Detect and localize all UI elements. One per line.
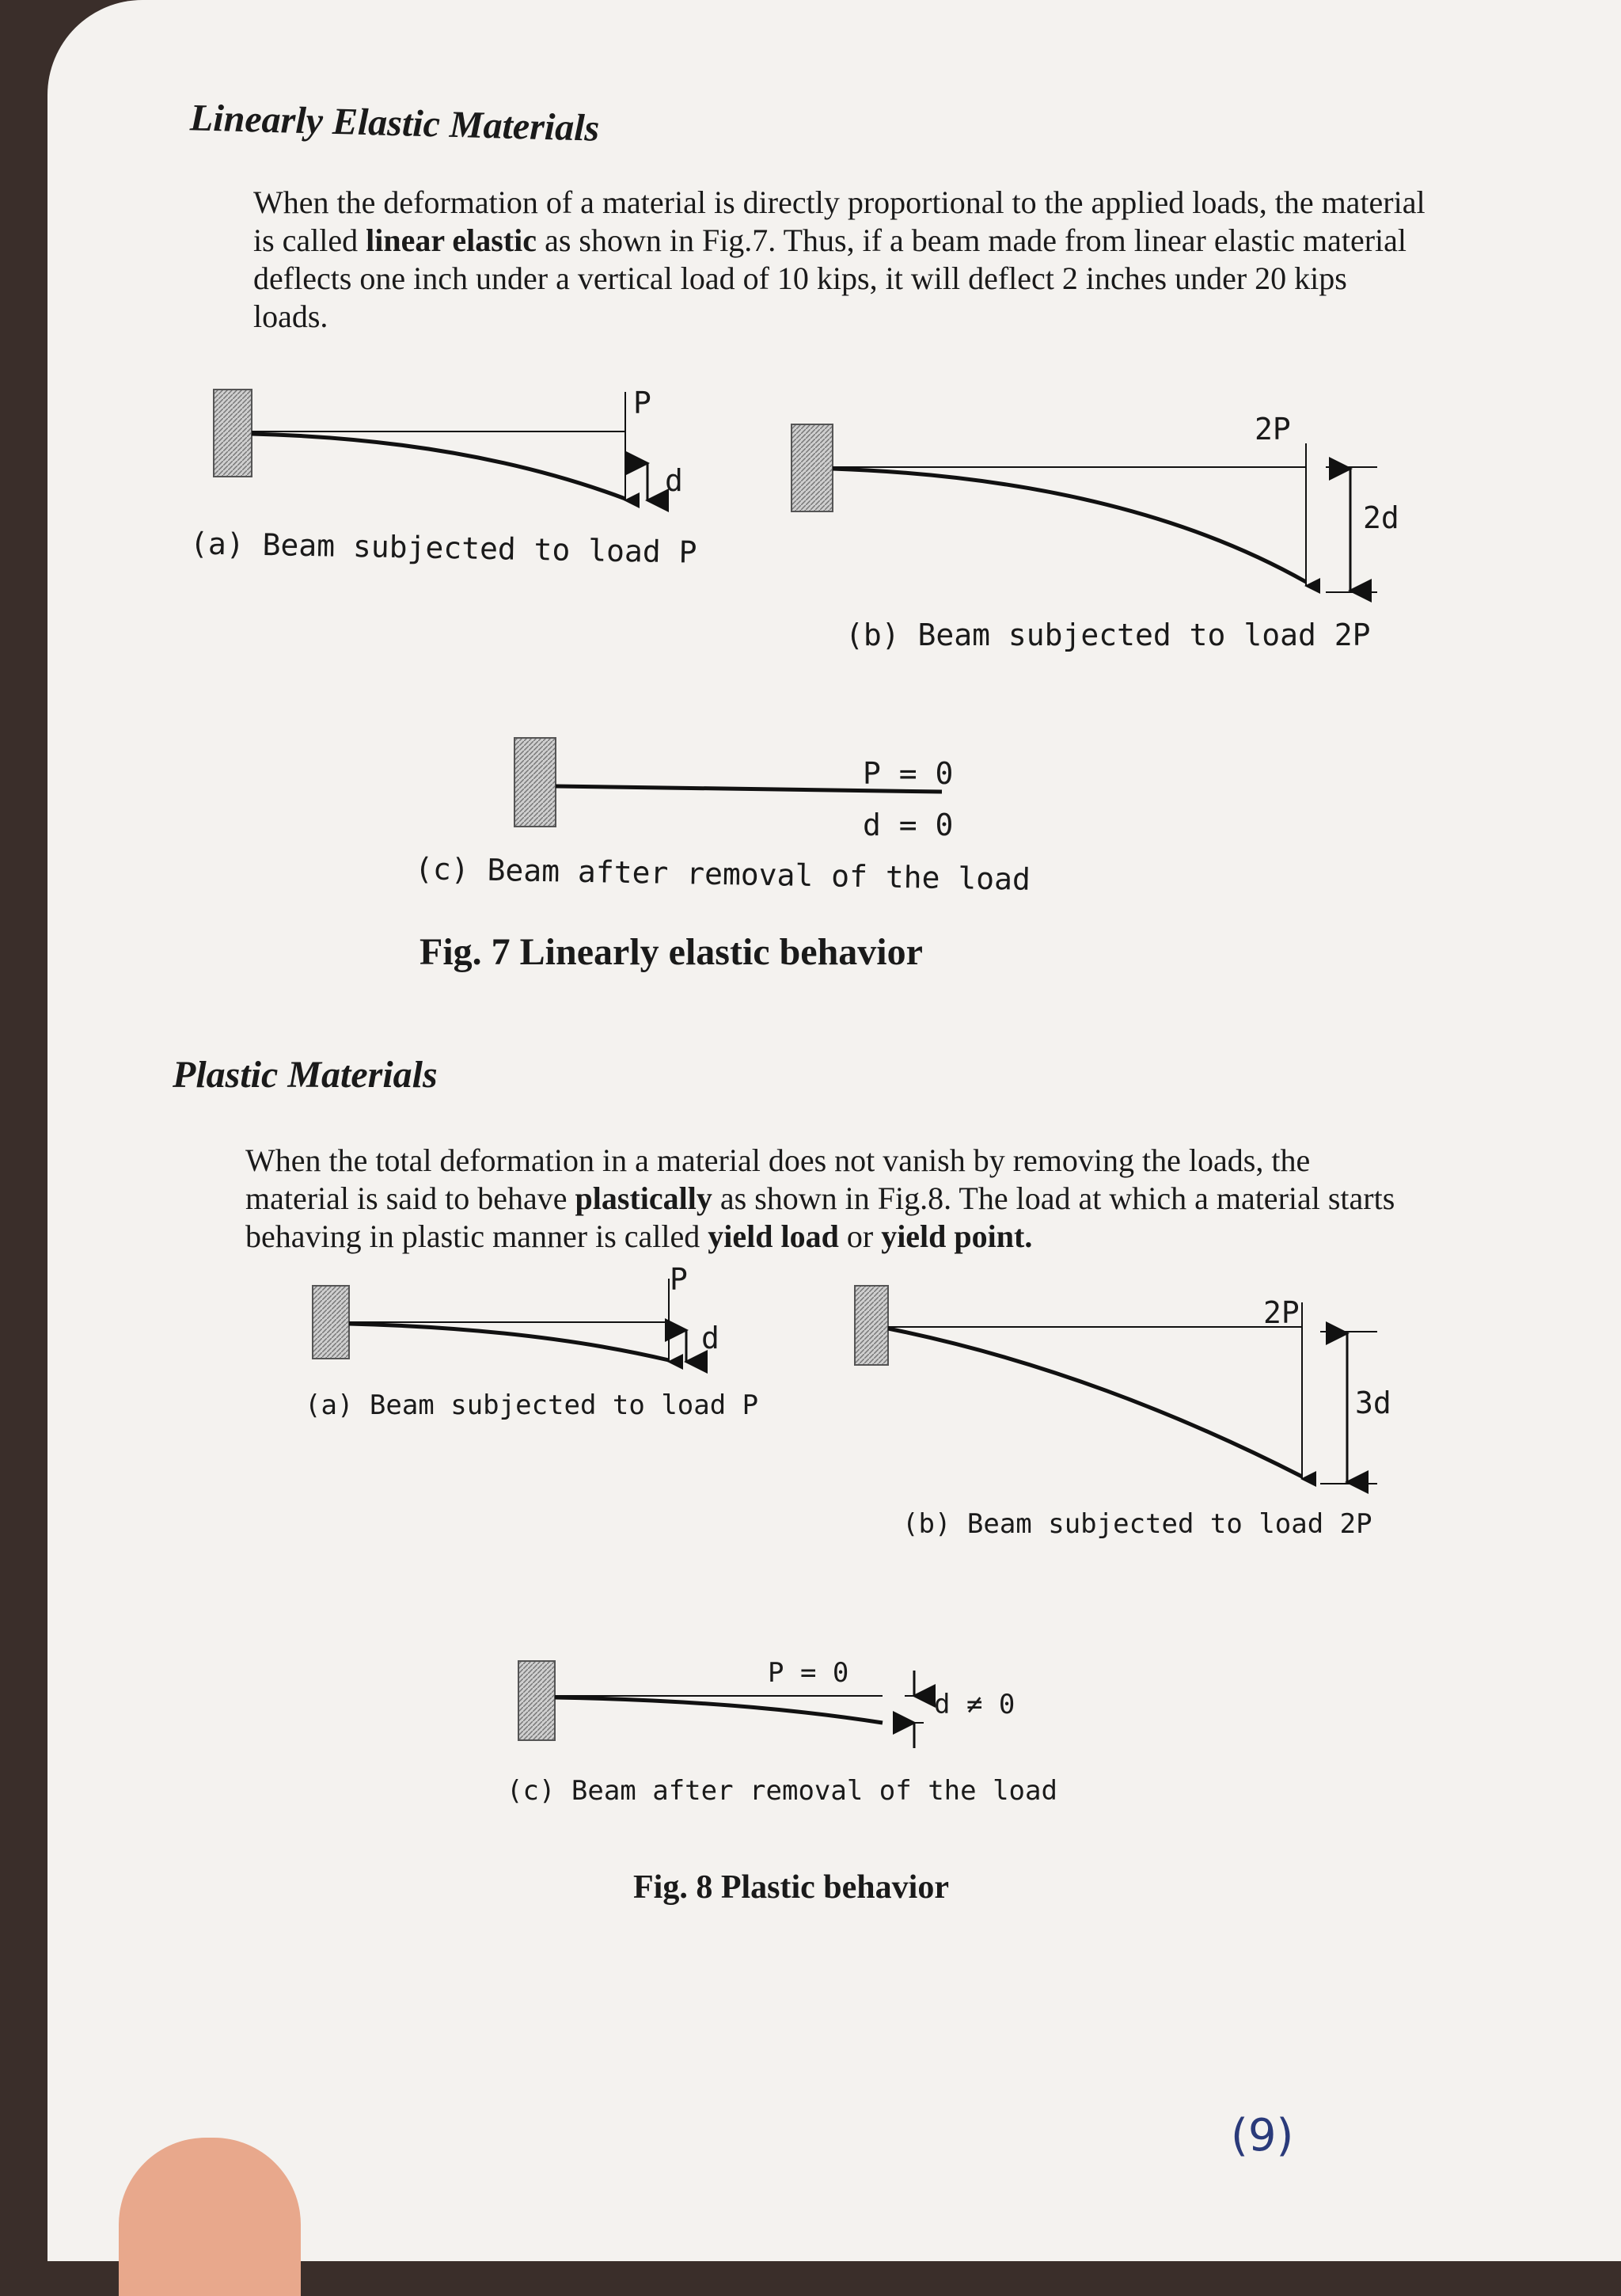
wall-support [214, 390, 252, 477]
deflected-beam [252, 434, 625, 499]
fig8c-caption: (c) Beam after removal of the load [507, 1775, 1057, 1807]
section-heading-linearly-elastic: Linearly Elastic Materials [189, 97, 600, 150]
text-run: behaving in plastic manner is called [245, 1218, 708, 1254]
fig8c-load-label: P = 0 [768, 1657, 849, 1689]
paragraph-line [253, 298, 328, 336]
fig8c-deflection-label: d ≠ 0 [934, 1689, 1015, 1720]
fig7c-caption: (c) Beam after removal of the load [414, 851, 1031, 897]
fig7b-caption: (b) Beam subjected to load 2P [845, 618, 1371, 652]
text-run: is called [253, 222, 366, 258]
deflected-beam [888, 1329, 1302, 1477]
paragraph-line [245, 1142, 1310, 1180]
text-run: deflects one inch under a vertical load of 10 kips, it will deflect 2 inches under 20 kips [253, 260, 1347, 296]
fig8a-caption: (a) Beam subjected to load P [305, 1389, 759, 1421]
bold-term: yield load [708, 1218, 839, 1254]
thumb [119, 2138, 301, 2296]
fig7b-deflection-label: 2d [1363, 500, 1399, 535]
fig8b-deflection-label: 3d [1355, 1386, 1391, 1420]
fig7b-diagram [792, 420, 1393, 610]
fig7b-load-label: 2P [1255, 412, 1291, 447]
fig8b-diagram [855, 1283, 1409, 1488]
text-run: loads. [253, 298, 328, 334]
paragraph-line [245, 1180, 1395, 1218]
fig8a-diagram [313, 1267, 724, 1378]
wall-support [313, 1286, 349, 1359]
fig7-title: Fig. 7 Linearly elastic behavior [419, 931, 923, 973]
fig7a-caption: (a) Beam subjected to load P [189, 526, 697, 570]
text-run: material is said to behave [245, 1180, 575, 1216]
deflected-beam [349, 1324, 669, 1360]
document-page [47, 0, 1621, 2261]
fig7a-diagram [214, 380, 704, 530]
paragraph-line [253, 222, 1407, 260]
bold-term: linear elastic [366, 222, 537, 258]
text-run: as shown in Fig.8. The load at which a material starts [712, 1180, 1395, 1216]
deflected-beam [833, 469, 1306, 582]
fig7c-load-label: P = 0 [863, 756, 954, 791]
paragraph-line [245, 1218, 1032, 1256]
fig7c-deflection-label: d = 0 [863, 808, 954, 842]
wall-support [514, 738, 556, 827]
paragraph-line [253, 260, 1347, 298]
page-number: (9) [1231, 2110, 1294, 2161]
text-run: or [838, 1218, 882, 1254]
text-run: as shown in Fig.7. Thus, if a beam made from linear elastic material [537, 222, 1407, 258]
text-run: When the total deformation in a material does not vanish by removing the loads, the [245, 1142, 1311, 1178]
section-heading-plastic: Plastic Materials [173, 1054, 438, 1096]
wall-support [792, 424, 833, 511]
fig8a-load-label: P [670, 1262, 688, 1297]
wall-support [855, 1286, 888, 1365]
text-run: When the deformation of a material is directly proportional to the applied loads, the material [253, 184, 1425, 220]
bold-term: yield point. [881, 1218, 1033, 1254]
wall-support [518, 1661, 555, 1740]
fig8-title: Fig. 8 Plastic behavior [633, 1869, 949, 1906]
bold-term: plastically [575, 1180, 712, 1216]
fig8b-caption: (b) Beam subjected to load 2P [902, 1508, 1372, 1540]
deflected-beam [555, 1697, 883, 1723]
fig8c-diagram [518, 1655, 962, 1750]
fig8b-load-label: 2P [1263, 1295, 1300, 1330]
fig7a-deflection-label: d [665, 463, 683, 498]
fig7a-load-label: P [633, 386, 651, 420]
paragraph-line [253, 184, 1425, 222]
fig8a-deflection-label: d [701, 1321, 719, 1355]
